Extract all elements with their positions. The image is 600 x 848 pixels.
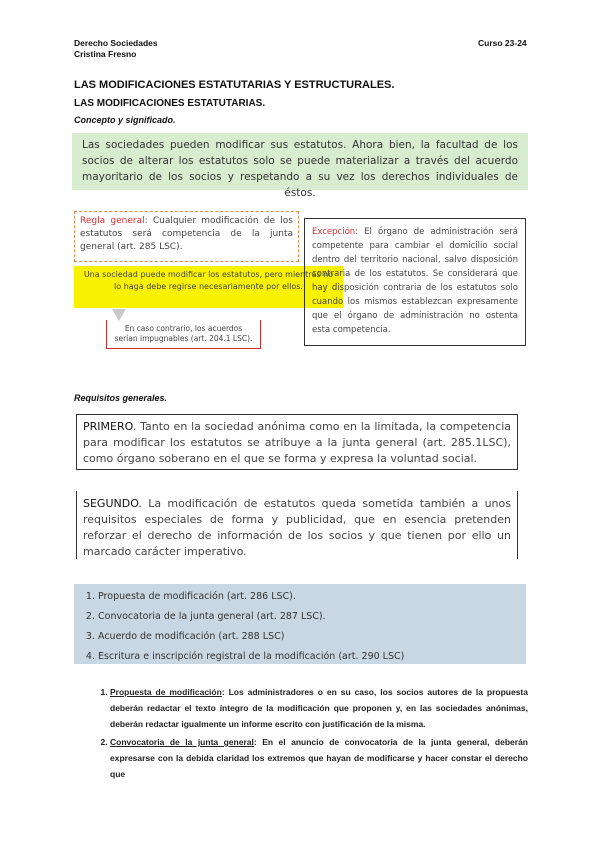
detail-text: : En el anuncio de convocatoria de la junta general, deberán expresarse con la debida claridad los extremos que hayan de modificarse y hacer constar el derecho que [110,737,529,779]
step-item: 4. Escritura e inscripción registral de la modificación (art. 290 LSC) [98,647,526,667]
general-rule-text: : Cualquier modificación de los estatutos será competencia de la junta general (art. 285 LSC). [80,216,293,252]
step-item: 2. Convocatoria de la junta general (art. 287 LSC). [98,607,526,627]
course-name: Derecho Sociedades [74,38,158,48]
segundo-label: SEGUNDO [83,497,139,510]
details-list [88,684,528,784]
primero-box [76,414,518,470]
primero-text: . Tanto en la sociedad anónima como en la limitada, la competencia para modificar los estatutos se atribuye a la junta general (art. 285.1LSC), como órgano soberano en el que se forma y expresa la voluntad social. [83,420,511,465]
primero-label: PRIMERO [83,420,133,433]
section-requisitos-heading: Requisitos generales. [74,393,168,403]
detail-text: : Los administradores o en su caso, los socios autores de la propuesta deberán redactar el texto íntegro de la modificación que proponen y, en las sociedades anónimas, deberán redactar igualmente un informe escrito con justificación de la misma. [110,687,528,729]
course-year: Curso 23-24 [478,38,527,48]
general-rule-box [74,211,299,262]
exception-label: Excepción [312,227,356,237]
general-rule-label: Regla general [80,216,145,226]
sub-title: LAS MODIFICACIONES ESTATUTARIAS. [74,98,266,109]
statutes-note-box: Una sociedad puede modificar los estatutos, pero mientras no lo haga debe regirse necesariamente por ellos. [74,266,343,308]
steps-box [74,584,526,664]
detail-item [110,684,528,732]
detail-item [110,734,528,782]
exception-text: : El órgano de administración será competente para cambiar el domicilio social dentro del territorio nacional, salvo disposición contraria de los estatutos. Se considerará que hay disposición contraria de los estatutos solo cuando los mismos establezcan expresamente que el órgano de administración no ostenta esta competencia. [312,227,518,335]
exception-box [304,218,526,346]
section-concept-heading: Concepto y significado. [74,115,176,125]
detail-title: Propuesta de modificación [110,687,222,697]
step-item: 1. Propuesta de modificación (art. 286 LSC). [98,587,526,607]
consequence-note-box: En caso contrario, los acuerdos serían impugnables (art. 204.1 LSC). [106,320,261,349]
step-item: 3. Acuerdo de modificación (art. 288 LSC) [98,627,526,647]
detail-title: Convocatoria de la junta general [110,737,254,747]
segundo-text: . La modificación de estatutos queda sometida también a unos requisitos especiales de forma y publicidad, que en esencia pretenden reforzar el derecho de información de los socios y que tienen por ello un marcado carácter imperativo. [83,497,511,558]
concept-summary-box: Las sociedades pueden modificar sus estatutos. Ahora bien, la facultad de los socios de alterar los estatutos solo se puede materializar a través del acuerdo mayoritario de los socios y respetando a su vez los derechos individuales de éstos. [72,133,528,190]
main-title: LAS MODIFICACIONES ESTATUTARIAS Y ESTRUCTURALES. [74,79,395,91]
author-name: Cristina Fresno [74,49,137,59]
segundo-box [76,491,518,559]
